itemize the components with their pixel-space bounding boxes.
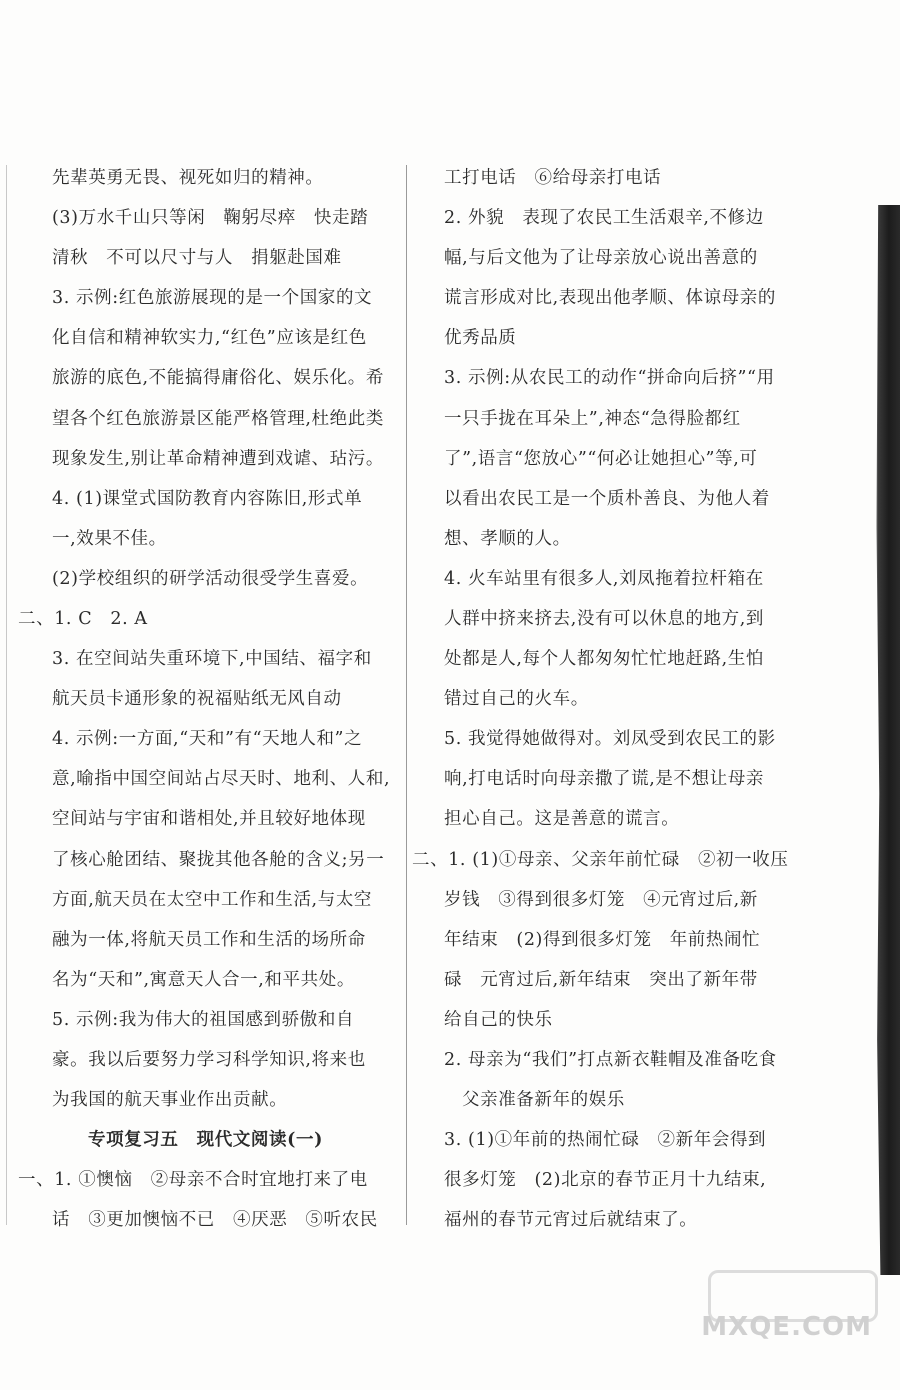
- text-line: 3. (1)①年前的热闹忙碌 ②新年会得到: [444, 1130, 767, 1150]
- text-line: 错过自己的火车。: [444, 689, 589, 709]
- watermark: [701, 1270, 878, 1342]
- column-divider: [406, 165, 407, 1225]
- text-line: 很多灯笼 (2)北京的春节正月十九结束,: [444, 1170, 767, 1190]
- text-line: 空间站与宇宙和谐相处,并且较好地体现: [52, 809, 366, 829]
- text-line: 先辈英勇无畏、视死如归的精神。: [52, 168, 324, 188]
- text-line: 给自己的快乐: [444, 1010, 553, 1030]
- text-line: 5. 示例:我为伟大的祖国感到骄傲和自: [52, 1010, 355, 1030]
- text-line: 岁钱 ③得到很多灯笼 ④元宵过后,新: [444, 890, 758, 910]
- text-line: (3)万水千山只等闲 鞠躬尽瘁 快走踏: [52, 208, 369, 228]
- text-line: 5. 我觉得她做得对。刘凤受到农民工的影: [444, 729, 776, 749]
- text-line: 优秀品质: [444, 328, 517, 348]
- text-line: 响,打电话时向母亲撒了谎,是不想让母亲: [444, 769, 765, 789]
- watermark-site: MXQE.COM: [701, 1312, 872, 1342]
- text-line: 想、孝顺的人。: [444, 529, 571, 549]
- text-line: 2. 母亲为“我们”打点新衣鞋帽及准备吃食: [444, 1050, 777, 1070]
- text-line: 航天员卡通形象的祝福贴纸无风自动: [52, 689, 342, 709]
- text-line: 为我国的航天事业作出贡献。: [52, 1090, 288, 1110]
- text-line: 4. 示例:一方面,“天和”有“天地人和”之: [52, 729, 363, 749]
- text-line: 以看出农民工是一个质朴善良、为他人着: [444, 489, 770, 509]
- text-line: 方面,航天员在太空中工作和生活,与太空: [52, 890, 373, 910]
- text-line: 名为“天和”,寓意天人合一,和平共处。: [52, 970, 355, 990]
- section-title: 专项复习五 现代文阅读(一): [88, 1130, 323, 1150]
- text-line: 幅,与后文他为了让母亲放心说出善意的: [444, 248, 758, 268]
- text-line: 二、1. (1)①母亲、父亲年前忙碌 ②初一收压: [412, 850, 789, 870]
- text-line: 3. 示例:红色旅游展现的是一个国家的文: [52, 288, 373, 308]
- text-line: 旅游的底色,不能搞得庸俗化、娱乐化。希: [52, 368, 384, 388]
- text-line: 二、1. C 2. A: [18, 609, 148, 629]
- text-line: 意,喻指中国空间站占尽天时、地利、人和,: [52, 769, 391, 789]
- text-line: 处都是人,每个人都匆匆忙忙地赶路,生怕: [444, 649, 765, 669]
- text-line: 人群中挤来挤去,没有可以休息的地方,到: [444, 609, 765, 629]
- text-line: 现象发生,别让革命精神遭到戏谑、玷污。: [52, 449, 384, 469]
- text-line: 了核心舱团结、聚拢其他各舱的含义;另一: [52, 850, 385, 870]
- text-line: 工打电话 ⑥给母亲打电话: [444, 168, 662, 188]
- text-line: 一只手拢在耳朵上”,神态“急得脸都红: [444, 409, 741, 429]
- page-edge-shadow: [872, 205, 900, 1275]
- text-line: 了”,语言“您放心”“何必让她担心”等,可: [444, 449, 758, 469]
- text-line: 2. 外貌 表现了农民工生活艰辛,不修边: [444, 208, 764, 228]
- text-line: 化自信和精神软实力,“红色”应该是红色: [52, 328, 367, 348]
- text-line: 融为一体,将航天员工作和生活的场所命: [52, 930, 366, 950]
- text-line: 一、1. ①懊恼 ②母亲不合时宜地打来了电: [18, 1170, 368, 1190]
- text-line: 担心自己。这是善意的谎言。: [444, 809, 680, 829]
- text-line: 谎言形成对比,表现出他孝顺、体谅母亲的: [444, 288, 776, 308]
- text-line: 望各个红色旅游景区能严格管理,杜绝此类: [52, 409, 384, 429]
- text-line: 碌 元宵过后,新年结束 突出了新年带: [444, 970, 758, 990]
- text-line: 福州的春节元宵过后就结束了。: [444, 1210, 698, 1230]
- text-line: 清秋 不可以尺寸与人 捐躯赴国难: [52, 248, 342, 268]
- text-line: 3. 示例:从农民工的动作“拼命向后挤”“用: [444, 368, 775, 388]
- left-margin-rule: [6, 165, 7, 1225]
- text-line: (2)学校组织的研学活动很受学生喜爱。: [52, 569, 369, 589]
- text-line: 父亲准备新年的娱乐: [462, 1090, 625, 1110]
- text-line: 话 ③更加懊恼不已 ④厌恶 ⑤听农民: [52, 1210, 378, 1230]
- text-line: 年结束 (2)得到很多灯笼 年前热闹忙: [444, 930, 761, 950]
- text-line: 豪。我以后要努力学习科学知识,将来也: [52, 1050, 366, 1070]
- text-line: 3. 在空间站失重环境下,中国结、福字和: [52, 649, 372, 669]
- text-line: 4. 火车站里有很多人,刘凤拖着拉杆箱在: [444, 569, 764, 589]
- text-line: 一,效果不佳。: [52, 529, 167, 549]
- text-line: 4. (1)课堂式国防教育内容陈旧,形式单: [52, 489, 363, 509]
